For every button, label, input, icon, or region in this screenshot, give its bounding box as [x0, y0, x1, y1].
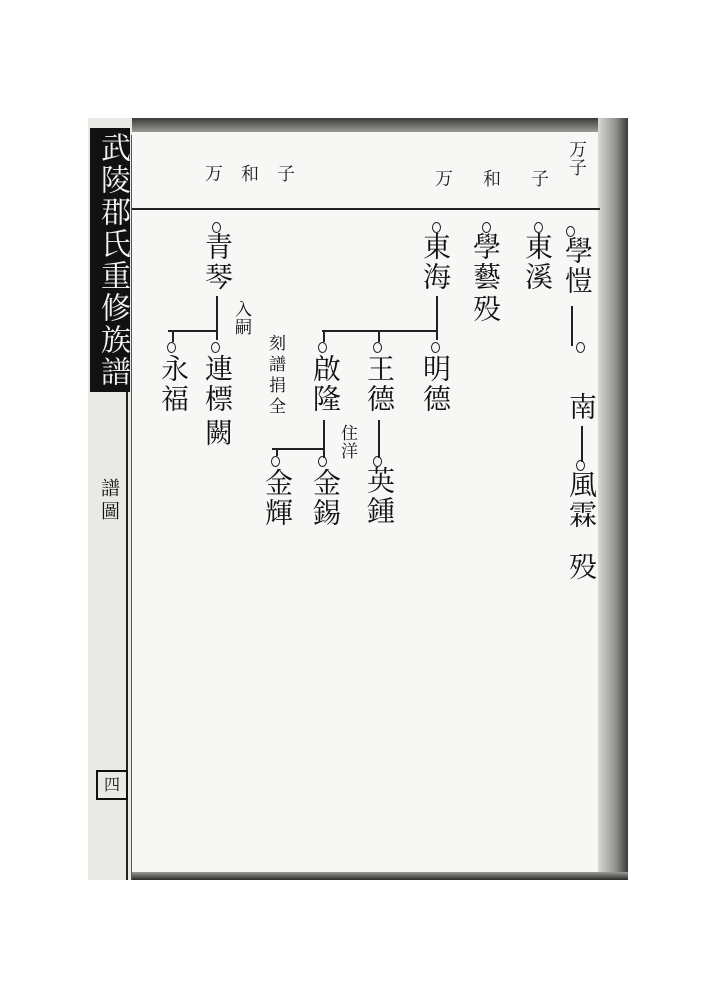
lineage-line: [323, 420, 325, 458]
person-name: 英鍾: [363, 466, 396, 526]
person-name: 永福: [157, 354, 190, 414]
generation-label-left: 万和子: [205, 164, 313, 185]
lineage-node: [318, 456, 327, 467]
annotation-missing: 闕: [201, 418, 234, 448]
person-name: 啟隆: [309, 354, 342, 414]
lineage-line: [323, 330, 325, 342]
person-name: 連標: [201, 354, 234, 414]
generation-label-middle: 万和子: [435, 169, 579, 190]
person-name: 王德: [363, 354, 396, 414]
annotation-deceased: 殁: [565, 552, 598, 582]
lineage-line: [436, 296, 438, 340]
sibling-line: [322, 330, 438, 332]
lineage-node: [271, 456, 280, 467]
page-bottom-edge: [88, 872, 628, 880]
person-name: 學藝: [469, 232, 502, 292]
lineage-line: [581, 426, 583, 462]
lineage-node: [431, 342, 440, 353]
lineage-node: [211, 342, 220, 353]
annotation-residence: 住洋: [337, 424, 357, 460]
lineage-node: [318, 342, 327, 353]
generation-header-rule: [132, 208, 600, 210]
annotation-note: 刻譜捐全: [265, 334, 285, 418]
annotation-deceased: 殁: [469, 294, 502, 324]
page-number: 四: [96, 770, 128, 800]
lineage-node: [167, 342, 176, 353]
person-name: 明德: [419, 354, 452, 414]
lineage-line: [378, 330, 380, 342]
lineage-line: [216, 296, 218, 340]
page-right-edge: [598, 118, 628, 880]
person-name: 東海: [419, 232, 452, 292]
annotation-adoption: 入嗣: [231, 300, 251, 336]
page-top-edge: [132, 118, 628, 132]
person-name: 金輝: [261, 468, 294, 528]
spine-border-line-inner: [131, 135, 132, 880]
person-name: 風霖: [565, 470, 598, 530]
sibling-line: [168, 330, 218, 332]
lineage-line: [276, 448, 278, 456]
book-title: 武陵郡氏重修族譜: [90, 128, 130, 392]
lineage-line: [571, 306, 573, 346]
person-name: 金錫: [309, 468, 342, 528]
lineage-node: [576, 342, 585, 353]
lineage-node: [373, 342, 382, 353]
lineage-line: [378, 420, 380, 458]
section-label: 譜圖: [98, 478, 120, 524]
generation-label-right: 万子: [566, 140, 587, 176]
person-name: 東溪: [521, 232, 554, 292]
lineage-line: [172, 330, 174, 342]
person-name: 南: [565, 392, 598, 422]
person-name: 青琴: [201, 232, 234, 292]
sibling-line: [272, 448, 324, 450]
person-name: 學愷: [561, 236, 594, 296]
